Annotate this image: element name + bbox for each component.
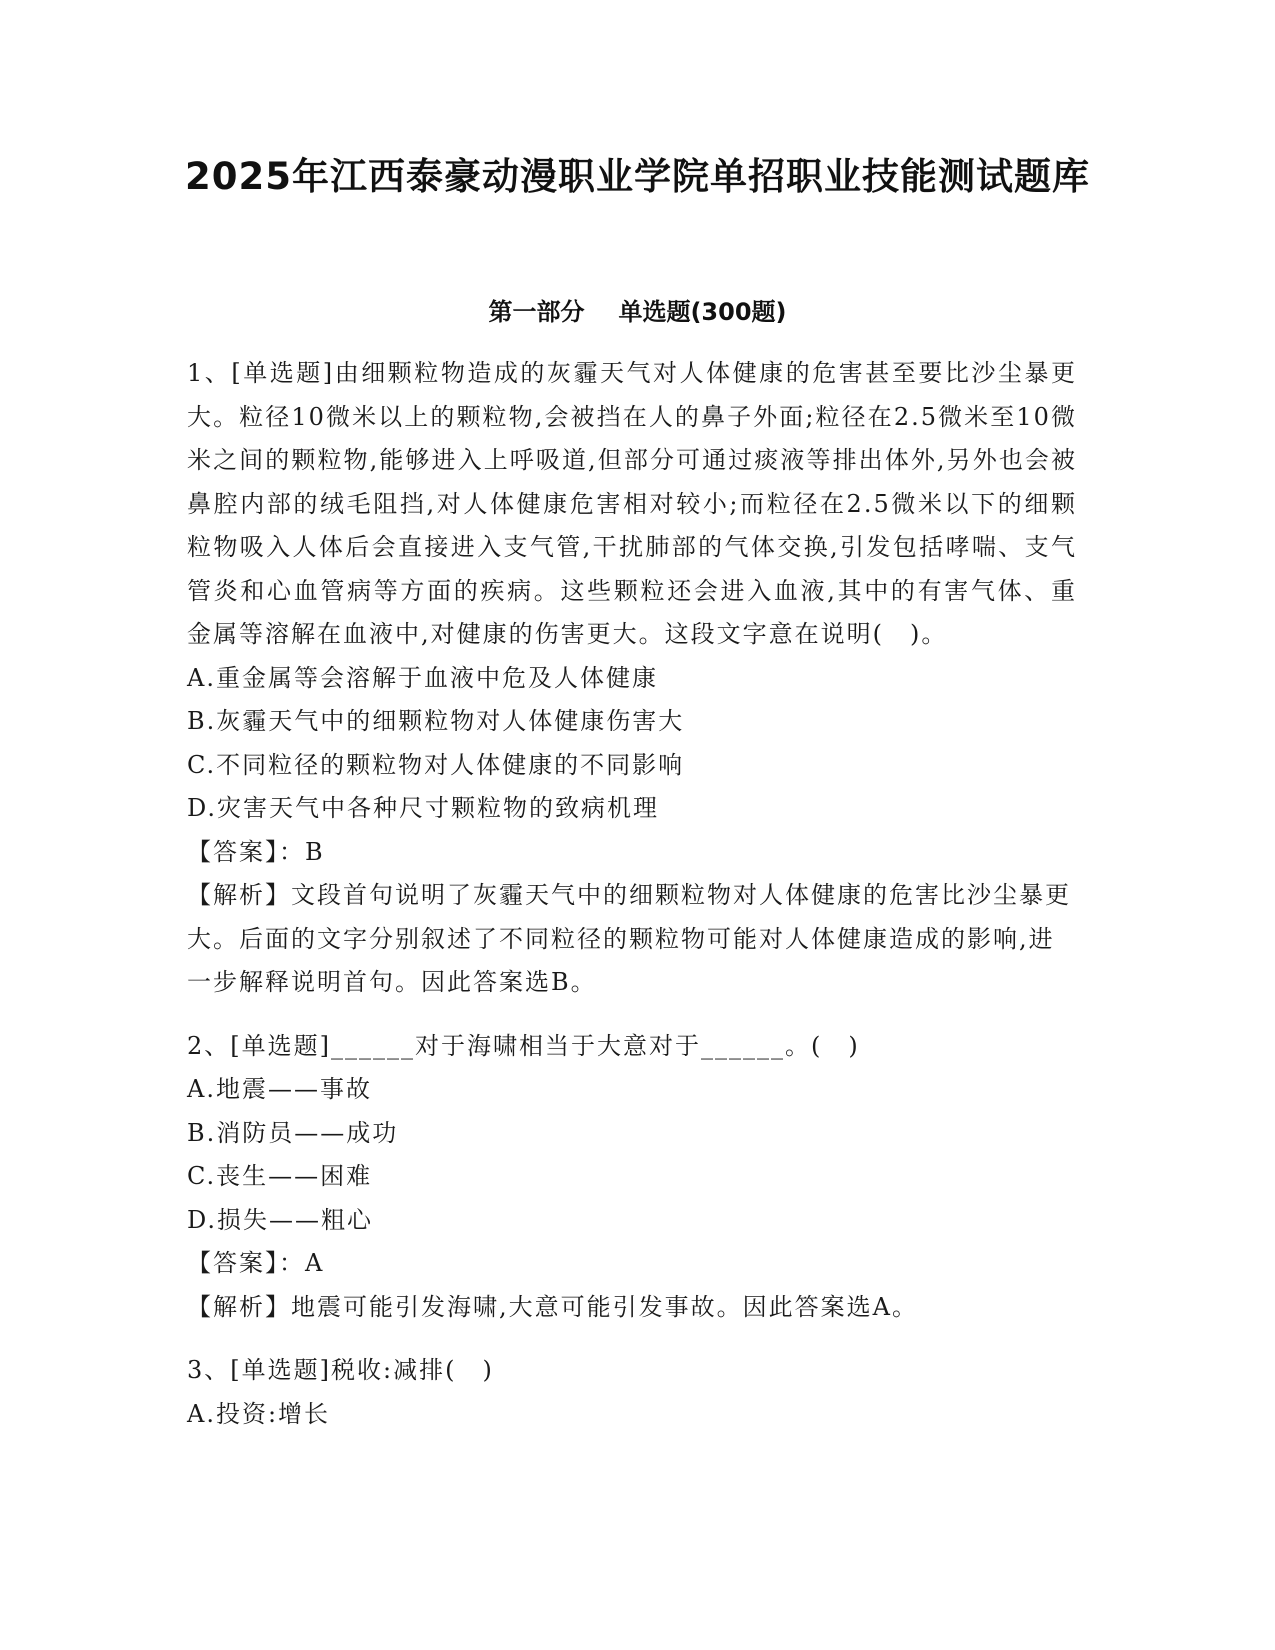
document-title: 2025年江西泰豪动漫职业学院单招职业技能测试题库 <box>185 155 1090 198</box>
question-list <box>187 352 1077 1456</box>
option-a: A.重金属等会溶解于血液中危及人体健康 <box>187 663 658 692</box>
option-a: A.投资:增长 <box>187 1399 331 1428</box>
option-b: B.灰霾天气中的细颗粒物对人体健康伤害大 <box>187 707 685 735</box>
answer: 【答案】：B <box>187 837 325 866</box>
analysis: 【解析】地震可能引发海啸,大意可能引发事故。因此答案选A。 <box>187 1292 918 1321</box>
option-d: D.灾害天气中各种尺寸颗粒物的致病机理 <box>187 794 660 822</box>
option-c: C.不同粒径的颗粒物对人体健康的不同影响 <box>187 750 685 779</box>
analysis: 【解析】文段首句说明了灰霾天气中的细颗粒物对人体健康的危害比沙尘暴更大。后面的文字分别叙述了不同粒径的颗粒物可能对人体健康造成的影响,进一步解释说明首句。因此答案选B。 <box>187 881 1071 996</box>
option-a: A.地震——事故 <box>187 1075 372 1103</box>
section-name: 单选题(300题) <box>618 298 787 326</box>
option-c: C.丧生——困难 <box>187 1162 373 1190</box>
question-stem: 3、[单选题]税收:减排( ) <box>187 1356 494 1384</box>
question-stem: 2、[单选题]______对于海啸相当于大意对于______。( ) <box>187 1031 860 1060</box>
section-part: 第一部分 <box>488 298 585 326</box>
answer: 【答案】：A <box>187 1249 325 1277</box>
question-2 <box>187 1025 1077 1330</box>
option-b: B.消防员——成功 <box>187 1118 399 1147</box>
question-3 <box>187 1349 1077 1436</box>
option-d: D.损失——粗心 <box>187 1205 374 1234</box>
section-heading <box>0 292 1275 327</box>
question-1 <box>187 352 1077 1005</box>
question-stem: 1、[单选题]由细颗粒物造成的灰霾天气对人体健康的危害甚至要比沙尘暴更大。粒径10微米以上的颗粒物,会被挡在人的鼻子外面;粒径在2.5微米至10微米之间的颗粒物,能够进入上呼吸道,但部分可通过痰液等排出体外,另外也会被鼻腔内部的绒毛阻挡,对人体健康危害相对较小;而粒径在2.5微米以下的细颗粒物吸入人体后会直接进入支气管,干扰肺部的气体交换,引发包括哮喘、支气管炎和心血管病等方面的疾病。这些颗粒还会进入血液,其中的有害气体、重金属等溶解在血液中,对健康的伤害更大。这段文字意在说明( )。 <box>187 359 1077 648</box>
